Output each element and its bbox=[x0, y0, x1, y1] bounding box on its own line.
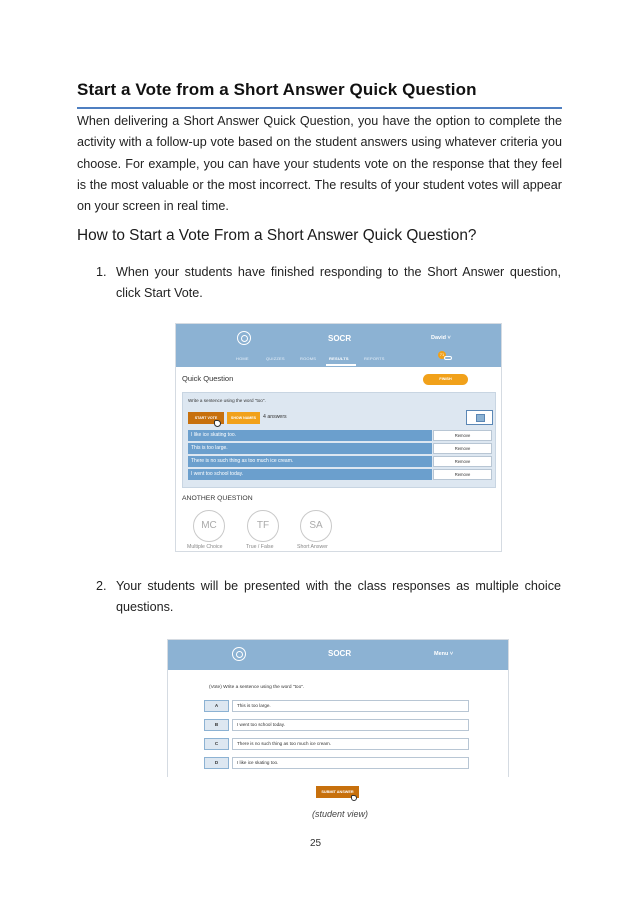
quick-question-title: Quick Question bbox=[182, 374, 234, 383]
notification-badge: 71 bbox=[439, 352, 445, 357]
logo-icon bbox=[232, 647, 246, 661]
remove-button[interactable]: Remove bbox=[433, 430, 492, 441]
app-header bbox=[168, 640, 508, 670]
nav-results[interactable]: RESULTS bbox=[329, 356, 349, 361]
option-letter[interactable]: C bbox=[204, 738, 229, 750]
option-letter[interactable]: D bbox=[204, 757, 229, 769]
option-text[interactable]: I like ice skating too. bbox=[232, 757, 469, 769]
start-vote-button[interactable]: START VOTE bbox=[188, 412, 224, 424]
step-1 bbox=[96, 262, 561, 304]
step-2 bbox=[96, 576, 561, 618]
true-false-label: True / False bbox=[246, 544, 274, 550]
another-question-heading: ANOTHER QUESTION bbox=[182, 495, 253, 502]
step-number: 2. bbox=[96, 579, 107, 593]
brand-name: SOCR bbox=[328, 649, 352, 658]
nav-rooms[interactable]: ROOMS bbox=[300, 356, 317, 361]
nav-quizzes[interactable]: QUIZZES bbox=[266, 356, 285, 361]
step-text: When your students have finished responding to the Short Answer question, click Start Vote. bbox=[116, 265, 561, 300]
user-menu[interactable]: David ˅ bbox=[431, 335, 451, 341]
step-text: Your students will be presented with the class responses as multiple choice questions. bbox=[116, 579, 561, 614]
short-answer-label: Short Answer bbox=[297, 544, 328, 550]
answer-row: There is no such thing as too much ice cream. bbox=[188, 456, 432, 467]
option-text[interactable]: This is too large. bbox=[232, 700, 469, 712]
brand-name: SOCR bbox=[328, 334, 352, 343]
option-letter[interactable]: B bbox=[204, 719, 229, 731]
option-text[interactable]: I went too school today. bbox=[232, 719, 469, 731]
intro-paragraph: When delivering a Short Answer Quick Question, you have the option to complete the activity with a follow-up vote based on the student answers using whatever criteria you choose. For example, you can have your students vote on the response that they feel is the most valuable or the most incorrect. The results of your student votes will appear on your screen in real time. bbox=[77, 114, 562, 214]
vote-prompt: (Vote) Write a sentence using the word "too". bbox=[209, 685, 305, 690]
pointer-cursor-icon bbox=[351, 795, 357, 801]
answer-row: This is too large. bbox=[188, 443, 432, 454]
show-names-button[interactable]: SHOW NAMES bbox=[227, 412, 260, 424]
remove-button[interactable]: Remove bbox=[433, 469, 492, 480]
pointer-cursor-icon bbox=[214, 420, 221, 427]
subsection-heading: How to Start a Vote From a Short Answer Quick Question? bbox=[77, 227, 477, 244]
active-tab-indicator bbox=[326, 364, 356, 366]
student-view-screenshot bbox=[167, 639, 509, 777]
answer-row: I went too school today. bbox=[188, 469, 432, 480]
toggle-icon bbox=[476, 414, 485, 422]
multiple-choice-button[interactable]: MC bbox=[193, 510, 225, 542]
page-number: 25 bbox=[310, 838, 322, 849]
menu-dropdown[interactable]: Menu ˅ bbox=[434, 651, 454, 657]
section-heading: Start a Vote from a Short Answer Quick Question bbox=[77, 80, 477, 99]
remove-button[interactable]: Remove bbox=[433, 443, 492, 454]
submit-answer-button[interactable]: SUBMIT ANSWER bbox=[316, 786, 359, 798]
step-number: 1. bbox=[96, 265, 107, 279]
option-text[interactable]: There is no such thing as too much ice cream. bbox=[232, 738, 469, 750]
answers-count: 4 answers bbox=[263, 414, 287, 420]
app-header bbox=[176, 324, 501, 367]
teacher-view-screenshot bbox=[175, 323, 502, 552]
option-letter[interactable]: A bbox=[204, 700, 229, 712]
figure-caption: (student view) bbox=[312, 809, 369, 819]
short-answer-button[interactable]: SA bbox=[300, 510, 332, 542]
view-toggle-button[interactable] bbox=[466, 410, 493, 425]
logo-icon bbox=[237, 331, 251, 345]
question-prompt: Write a sentence using the word "too". bbox=[188, 398, 266, 403]
finish-button[interactable]: FINISH bbox=[423, 374, 468, 385]
question-panel bbox=[182, 392, 496, 488]
answer-row: I like ice skating too. bbox=[188, 430, 432, 441]
nav-reports[interactable]: REPORTS bbox=[364, 356, 385, 361]
heading-rule bbox=[77, 107, 562, 109]
remove-button[interactable]: Remove bbox=[433, 456, 492, 467]
multiple-choice-label: Multiple Choice bbox=[187, 544, 223, 550]
cloud-icon bbox=[444, 356, 452, 360]
true-false-button[interactable]: TF bbox=[247, 510, 279, 542]
nav-home[interactable]: HOME bbox=[236, 356, 249, 361]
